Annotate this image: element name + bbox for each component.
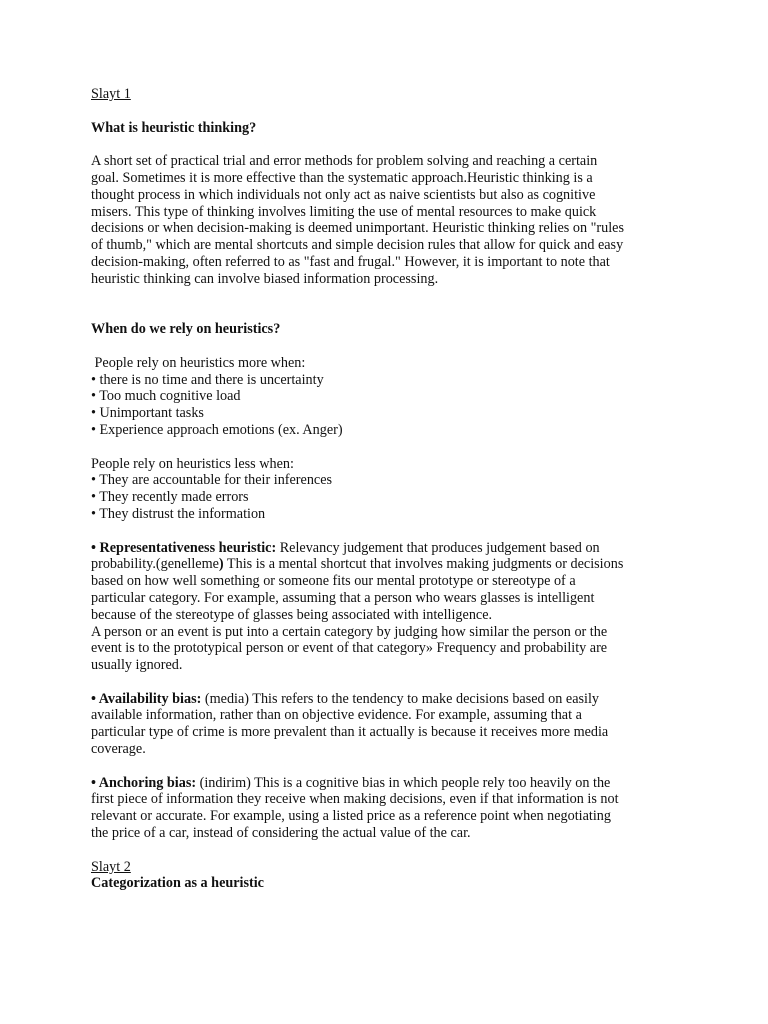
heuristic-thinking-paragraph [91,153,681,287]
paragraph-line: relevant or accurate. For example, using a listed price as a reference point when negotiating [91,808,611,825]
paragraph-line: the price of a car, instead of considering the actual value of the car. [91,825,471,842]
when-rely-heading: When do we rely on heuristics? [91,321,281,338]
list-item: • Too much cognitive load [91,388,241,405]
list-item: • Unimportant tasks [91,405,204,422]
paragraph-line: particular category. For example, assuming that a person who wears glasses is intelligent [91,589,595,606]
anchoring-section [91,775,681,842]
text-run: Relevancy judgement that produces judgement based on [276,539,600,556]
heuristic-thinking-heading: What is heuristic thinking? [91,119,257,136]
document-page [91,86,681,892]
list-item: • They distrust the information [91,505,266,522]
paragraph-line: misers. This type of thinking involves limiting the use of mental resources to make quick [91,203,597,220]
list-item: • They recently made errors [91,489,249,506]
categorization-heading: Categorization as a heuristic [91,875,264,892]
paragraph-line: decisions or when decision-making is deemed unimportant. Heuristic thinking relies on "rules [91,220,624,237]
paragraph-line [91,556,681,573]
paragraph-line [91,540,681,557]
paragraph-line [91,775,681,792]
list-item: • there is no time and there is uncertainty [91,371,324,388]
paragraph-line: heuristic thinking can involve biased information processing. [91,270,439,287]
rely-less-intro: People rely on heuristics less when: [91,455,294,472]
paragraph-line: because of the stereotype of glasses being associated with intelligence. [91,606,493,623]
text-run: probability.(genelleme [91,556,219,573]
paragraph-line: particular type of crime is more prevalent than it actually is because it receives more media [91,724,609,741]
paragraph-line: A person or an event is put into a certain category by judging how similar the person or the [91,623,608,640]
paragraph-line: based on how well something or someone fits our mental prototype or stereotype of a [91,573,576,590]
paragraph-line: A short set of practical trial and error methods for problem solving and reaching a certain [91,153,598,170]
representativeness-term: • Representativeness heuristic: [91,539,277,556]
rely-more-intro: People rely on heuristics more when: [91,354,306,371]
representativeness-section [91,540,681,674]
paragraph-line: coverage. [91,741,146,758]
slide-1-label: Slayt 1 [91,86,131,102]
paragraph-line: goal. Sometimes it is more effective than the systematic approach.Heuristic thinking is a [91,169,593,186]
paragraph-line: of thumb," which are mental shortcuts and simple decision rules that allow for quick and easy [91,237,624,254]
paragraph-line: decision-making, often referred to as "fast and frugal." However, it is important to note that [91,253,610,270]
paragraph-line: thought process in which individuals not only act as naive scientists but also as cognitive [91,186,596,203]
text-run: (media) This refers to the tendency to make decisions based on easily [201,690,599,707]
text-run: This is a mental shortcut that involves making judgments or decisions [223,556,624,573]
slide-2-label: Slayt 2 [91,858,131,875]
paragraph-line: event is to the prototypical person or event of that category» Frequency and probability are [91,640,608,657]
anchoring-term: • Anchoring bias: [91,774,197,791]
paragraph-line: available information, rather than on objective evidence. For example, assuming that a [91,707,582,724]
rely-more-list [91,355,681,439]
paragraph-line: first piece of information they receive when making decisions, even if that information is not [91,791,619,808]
text-run: (indirim) This is a cognitive bias in which people rely too heavily on the [196,774,611,791]
availability-section [91,691,681,758]
availability-term: • Availability bias: [91,690,202,707]
rely-less-list [91,456,681,523]
text-run: ) [218,556,224,573]
paragraph-line: usually ignored. [91,657,183,674]
paragraph-line [91,691,681,708]
list-item: • Experience approach emotions (ex. Anger) [91,421,343,438]
list-item: • They are accountable for their inferences [91,472,333,489]
